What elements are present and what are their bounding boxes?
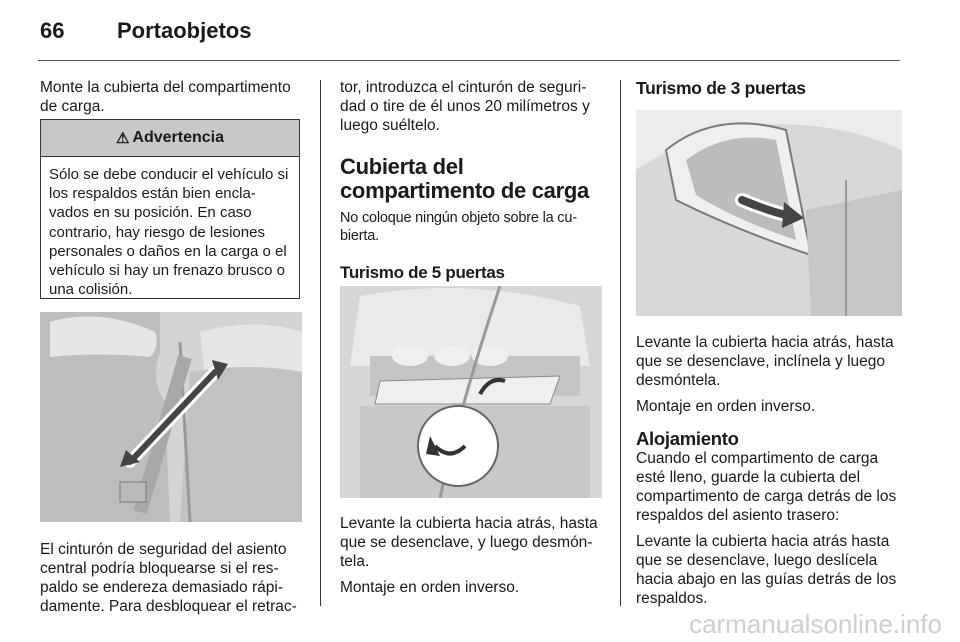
five-door-figure bbox=[340, 286, 602, 498]
intro-text: Monte la cubierta del compartimento de carga. bbox=[40, 79, 291, 115]
page-title: Portaobjetos bbox=[117, 18, 252, 43]
column-3-bottom bbox=[636, 333, 902, 608]
column-1 bbox=[40, 78, 302, 116]
column-2-bottom bbox=[340, 514, 602, 597]
no-objects-note: No coloque ningún objeto sobre la cu- bierta. bbox=[340, 210, 577, 244]
warning-box bbox=[40, 119, 300, 299]
page-number: 66 bbox=[40, 18, 65, 43]
section-heading: Cubierta del compartimento de carga bbox=[340, 154, 589, 203]
seatbelt-text: El cinturón de seguridad del asiento central podría bloquearse si el res- paldo se endereza demasiado rápi- damente. Para desbloquear el retrac- bbox=[40, 541, 297, 615]
column-divider-1 bbox=[320, 80, 321, 606]
warning-header bbox=[41, 120, 299, 157]
five-door-reverse: Montaje en orden inverso. bbox=[340, 579, 520, 596]
column-1-bottom bbox=[40, 540, 302, 616]
three-door-instructions: Levante la cubierta hacia atrás, hasta que se desenclave, inclínela y luego desmóntela. bbox=[636, 334, 894, 389]
column-2 bbox=[340, 78, 602, 283]
storage-text: Cuando el compartimento de carga esté lleno, guarde la cubierta del compartimento de carga detrás de los respaldos del asiento trasero: bbox=[636, 450, 897, 524]
three-door-reverse: Montaje en orden inverso. bbox=[636, 398, 816, 415]
column-divider-2 bbox=[620, 80, 621, 606]
five-door-instructions: Levante la cubierta hacia atrás, hasta que se desenclave, y luego desmón- tela. bbox=[340, 515, 598, 570]
continued-text: tor, introduzca el cinturón de seguri- dad o tire de él unos 20 milímetros y luego suéltelo. bbox=[340, 79, 590, 134]
watermark: carmanualsonline.info bbox=[689, 609, 942, 639]
storage-steps: Levante la cubierta hacia atrás hasta que se desenclave, luego deslícela hacia abajo en las guías detrás de los respaldos. bbox=[636, 533, 897, 607]
header-rule bbox=[38, 60, 900, 61]
three-door-figure bbox=[636, 110, 902, 316]
seatbelt-figure bbox=[40, 312, 302, 522]
warning-title: Advertencia bbox=[132, 129, 225, 146]
column-3 bbox=[636, 78, 902, 98]
warning-body: Sólo se debe conducir el vehículo si los respaldos están bien encla- vados en su posición. En caso contrario, hay riesgo de lesiones personales o daños en la carga o el vehículo si hay un frenazo brusco o una colisión. bbox=[49, 166, 289, 299]
warning-triangle-icon: ⚠ bbox=[115, 130, 130, 147]
three-door-heading: Turismo de 3 puertas bbox=[636, 78, 806, 98]
storage-heading: Alojamiento bbox=[636, 428, 739, 449]
five-door-heading: Turismo de 5 puertas bbox=[340, 263, 505, 282]
